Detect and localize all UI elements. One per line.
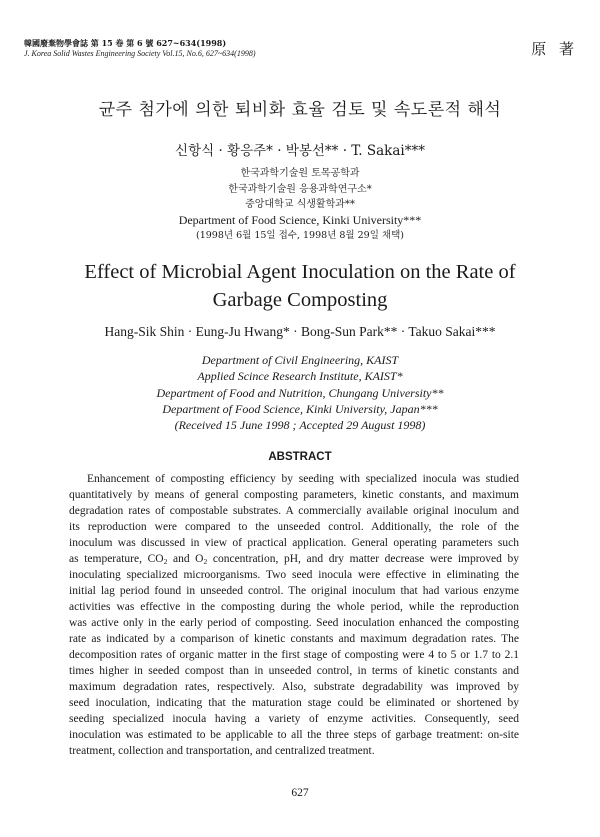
abstract-line: activities was effective in the composting during the whole period, while the reproduction <box>69 601 519 613</box>
abstract-line: was active only in the early period of composting. Seed inoculation enhanced the composting <box>69 617 519 629</box>
korean-affiliation-4: Department of Food Science, Kinki University*** <box>178 212 422 227</box>
korean-affiliation-3: 중앙대학교 식생활학과** <box>245 199 355 210</box>
abstract-line: quantitatively by means of general composting parameters, kinetic constants, and maximum <box>69 489 519 501</box>
abstract-line: decomposition rates of organic matter in the first stage of composting were 4 to 5 or 1.7 to 2.1 <box>69 649 519 661</box>
abstract-line: rate as indicated by a comparison of kinetic constants and maximum degradation rates. The <box>69 633 519 645</box>
article-type-label: 原 著 <box>531 40 578 58</box>
abstract-line: its reproduction were compared to the unseeded control. Additionally, the role of the <box>69 521 519 533</box>
english-authors: Hang-Sik Shin · Eung-Ju Hwang* · Bong-Sun Park** · Takuo Sakai*** <box>104 324 496 339</box>
abstract-line: inoculating specialized microorganisms. Two seed inocula were effective in eliminating the <box>69 569 519 581</box>
abstract-line <box>69 551 519 567</box>
abstract-text: concentration, pH, and dry matter decrease were improved by <box>207 553 520 565</box>
journal-header-english: J. Korea Solid Wastes Engineering Society Vol.15, No.6, 627~634(1998) <box>24 49 256 58</box>
abstract-line: degradation rates of compostable substrates. A commercially available original inoculum and <box>69 505 519 517</box>
korean-affiliation-2: 한국과학기술원 응용과학연구소* <box>228 183 372 195</box>
korean-title: 균주 첨가에 의한 퇴비화 효율 검토 및 속도론적 해석 <box>98 100 502 120</box>
english-affiliation-4: Department of Food Science, Kinki University, Japan*** <box>162 401 438 416</box>
korean-affiliation-1: 한국과학기술원 토목공학과 <box>240 168 360 179</box>
english-title <box>0 258 600 314</box>
abstract-line: Enhancement of composting efficiency by seeding with specialized inocula was studied <box>87 473 519 485</box>
abstract-line: times higher in seeded compost than in unseeded control, in terms of kinetic constants and <box>69 665 519 677</box>
english-title-line-1: Effect of Microbial Agent Inoculation on the Rate of <box>84 261 516 283</box>
abstract-line: initial lag period found in unseeded control. The original inoculum that had various enzyme <box>69 585 519 597</box>
abstract-line: inoculation was estimated to be applicable to all the three steps of garbage treatment: on-site <box>69 729 519 741</box>
abstract-text: as temperature, CO <box>69 553 164 565</box>
korean-affiliations <box>0 166 600 244</box>
abstract-line: maximum degradation rates, respectively. Also, substrate degradability was improved by <box>69 681 519 693</box>
korean-received-dates: (1998년 6월 15일 접수, 1998년 8월 29일 채택) <box>196 230 404 241</box>
page-number: 627 <box>291 787 309 799</box>
abstract-text: and O <box>167 553 204 565</box>
english-affiliation-1: Department of Civil Engineering, KAIST <box>201 353 399 367</box>
journal-header-korean: 韓國廢棄物學會誌 第 15 卷 第 6 號 627~634(1998) <box>24 38 227 48</box>
english-received-dates: (Received 15 June 1998 ; Accepted 29 August 1998) <box>174 418 426 433</box>
abstract-line: inoculum was discussed in view of practical application. General operating parameters such <box>69 537 519 549</box>
abstract-body <box>69 471 519 759</box>
english-title-line-2: Garbage Composting <box>212 289 388 311</box>
english-affiliation-2: Applied Scince Research Institute, KAIST* <box>197 369 403 384</box>
abstract-heading: ABSTRACT <box>268 451 332 463</box>
english-affiliation-3: Department of Food and Nutrition, Chungang University** <box>156 385 444 400</box>
abstract-line: seeding specialized inocula having a variety of enzyme activities. Consequently, seed <box>69 713 519 725</box>
abstract-line: seed inoculation, indicating that the maturation stage could be eliminated or shortened by <box>69 697 519 709</box>
korean-authors: 신항식 · 황응주* · 박봉선** · T. Sakai*** <box>175 143 425 159</box>
subscript-2: 2 <box>203 557 208 566</box>
journal-header <box>24 38 464 59</box>
english-affiliations <box>0 352 600 433</box>
abstract-line: treatment, collection and transportation, and centralized treatment. <box>69 745 375 757</box>
subscript-2: 2 <box>163 557 168 566</box>
